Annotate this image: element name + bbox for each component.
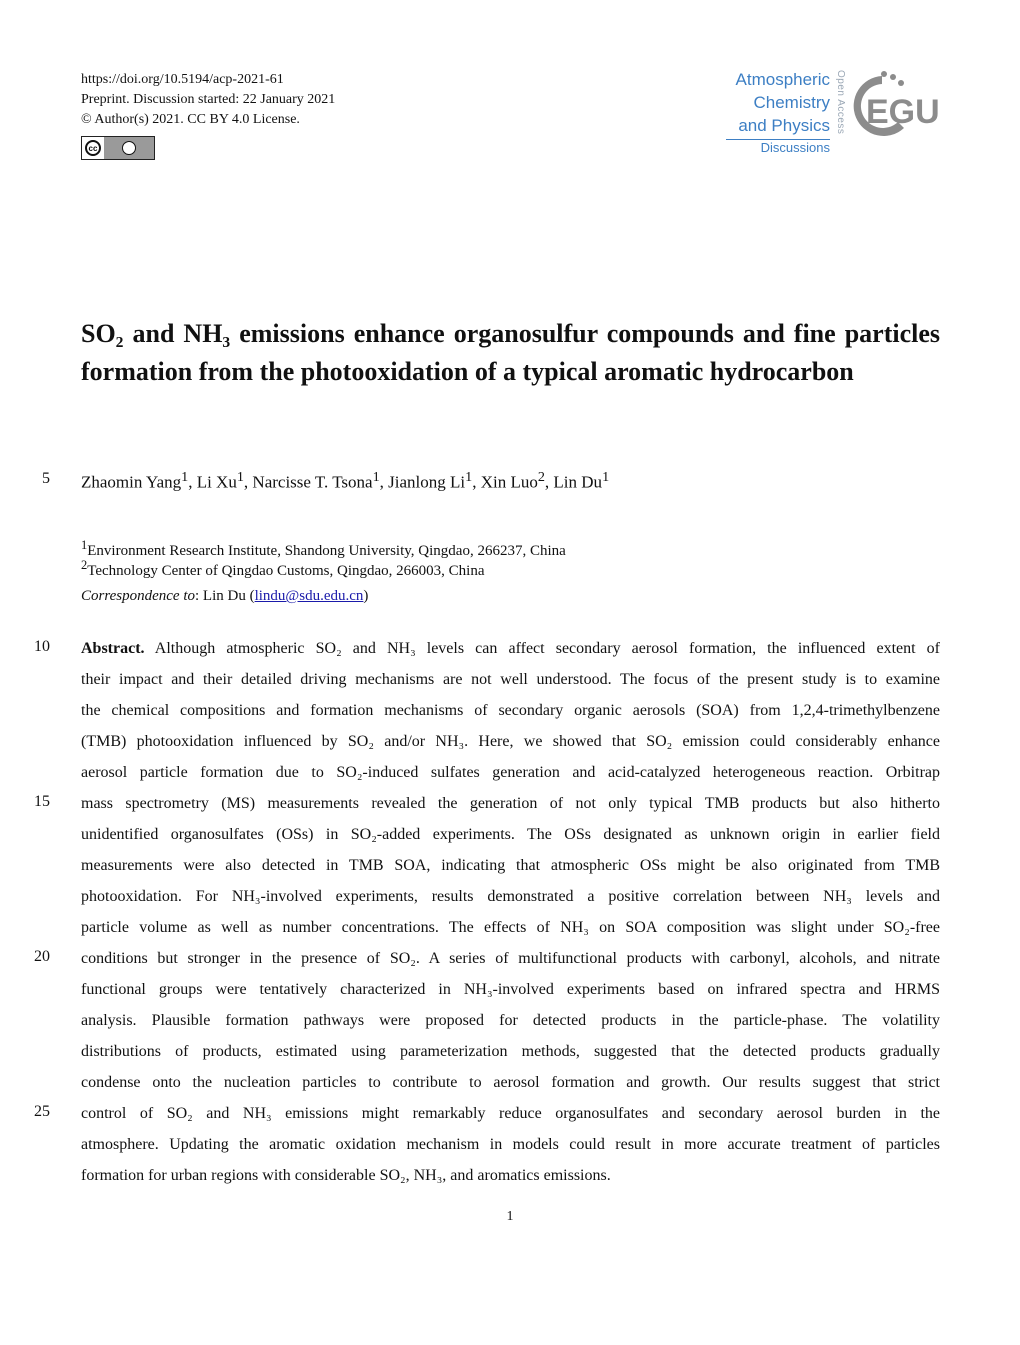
affiliation-text: Environment Research Institute, Shandong University, Qingdao, 266237, China [87, 543, 566, 559]
abstract-line: photooxidation. For NH₃-involved experiments, results demonstrated a positive correlation between NH₃ levels and [81, 888, 940, 905]
author-affiliation-mark: 2 [537, 469, 545, 485]
journal-name-line2: Chemistry [753, 93, 830, 112]
affiliation [81, 538, 566, 560]
author-name: Lin Du [553, 472, 603, 492]
author-list: Zhaomin Yang$^1$, Li Xu$^1$, Narcisse T. Tsona$^1$, Jianlong Li$^1$, Xin Luo$^2$, Lin Du$^1$ [81, 469, 610, 492]
abstract-text: Although atmospheric SO₂ and NH₃ levels can affect secondary aerosol formation, the influenced extent of [144, 640, 940, 657]
abstract-label: Abstract. [81, 640, 145, 657]
author-affiliation-mark: 1 [602, 469, 610, 485]
abstract-line: mass spectrometry (MS) measurements revealed the generation of not only typical TMB products but also hitherto [81, 795, 940, 812]
affiliation-number: 2 [81, 558, 88, 572]
page-number: 1 [506, 1209, 514, 1224]
open-access-label: Open Access [835, 70, 846, 135]
preprint-header [81, 70, 335, 160]
copyright-line: © Author(s) 2021. CC BY 4.0 License. [81, 112, 300, 127]
abstract-line: control of SO₂ and NH₃ emissions might remarkably reduce organosulfates and secondary aerosol burden in the [81, 1105, 940, 1122]
author-name: Jianlong Li [388, 472, 466, 492]
abstract-line: unidentified organosulfates (OSs) in SO₂-added experiments. The OSs designated as unknown origin in earlier field [81, 826, 940, 843]
line-number-10: 10 [34, 638, 50, 655]
abstract [81, 633, 940, 1191]
svg-text:EGU: EGU [866, 93, 940, 131]
abstract-line: aerosol particle formation due to SO₂-induced sulfates generation and acid-catalyzed heterogeneous reaction. Orbitrap [81, 764, 940, 781]
author-affiliation-mark: 1 [181, 469, 189, 485]
author-name: Narcisse T. Tsona [252, 472, 373, 492]
abstract-line [81, 633, 940, 664]
abstract-line: the chemical compositions and formation mechanisms of secondary organic aerosols (SOA) from 1,2,4-trimethylbenzene [81, 702, 940, 719]
affiliation-number: 1 [81, 538, 88, 552]
correspondence-close: ) [363, 588, 369, 604]
line-number-15: 15 [34, 793, 50, 810]
journal-logo [722, 68, 942, 158]
cc-icon: cc [82, 137, 104, 159]
affiliation-text: Technology Center of Qingdao Customs, Qingdao, 266003, China [87, 563, 485, 579]
journal-discussions-label: Discussions [760, 140, 830, 155]
egu-logo-icon [846, 68, 942, 148]
abstract-line: (TMB) photooxidation influenced by SO₂ and/or NH₃. Here, we showed that SO₂ emission could considerably enhance [81, 733, 940, 750]
correspondence-email-link[interactable]: lindu@sdu.edu.cn [254, 588, 364, 604]
journal-name-line3: and Physics [738, 116, 830, 135]
abstract-line: distributions of products, estimated using parameterization methods, suggested that the detected products gradually [81, 1043, 940, 1060]
correspondence-label: Correspondence to [81, 588, 196, 604]
author-name: Li Xu [196, 472, 237, 492]
abstract-line: formation for urban regions with considerable SO₂, NH₃, and aromatics emissions. [81, 1167, 611, 1184]
correspondence-name: : Lin Du ( [195, 588, 255, 604]
line-number-5: 5 [42, 470, 50, 487]
affiliation [81, 558, 485, 580]
author-affiliation-mark: 1 [465, 469, 473, 485]
abstract-line: atmosphere. Updating the aromatic oxidation mechanism in models could result in more accurate treatment of particles [81, 1136, 940, 1153]
abstract-line: measurements were also detected in TMB SOA, indicating that atmospheric OSs might be also originated from TMB [81, 857, 940, 874]
correspondence [81, 588, 368, 605]
doi-link[interactable]: https://doi.org/10.5194/acp-2021-61 [81, 72, 284, 87]
line-number-25: 25 [34, 1103, 50, 1120]
abstract-line: their impact and their detailed driving mechanisms are not well understood. The focus of the present study is to examine [81, 671, 940, 688]
line-number-20: 20 [34, 948, 50, 965]
abstract-line: condense onto the nucleation particles to contribute to aerosol formation and growth. Our results suggest that strict [81, 1074, 940, 1091]
author-affiliation-mark: 1 [372, 469, 380, 485]
abstract-line: functional groups were tentatively characterized in NH₃-involved experiments based on infrared spectra and HRMS [81, 981, 940, 998]
author-name: Xin Luo [480, 472, 538, 492]
author-affiliation-mark: 1 [236, 469, 244, 485]
cc-by-license-badge[interactable] [81, 136, 155, 160]
abstract-line: analysis. Plausible formation pathways were proposed for detected products in the particle-phase. The volatility [81, 1012, 940, 1029]
by-icon [104, 137, 154, 159]
abstract-line: conditions but stronger in the presence of SO₂. A series of multifunctional products with carbonyl, alcohols, and nitrate [81, 950, 940, 967]
author-name: Zhaomin Yang [81, 472, 182, 492]
journal-name-line1: Atmospheric [735, 70, 830, 89]
paper-title: SO₂ and NH₃ emissions enhance organosulfur compounds and fine particles formation from the photooxidation of a typical aromatic hydrocarbon [81, 319, 940, 386]
abstract-line: particle volume as well as number concentrations. The effects of NH₃ on SOA composition was slight under SO₂-free [81, 919, 940, 936]
preprint-date: Preprint. Discussion started: 22 January 2021 [81, 92, 336, 107]
